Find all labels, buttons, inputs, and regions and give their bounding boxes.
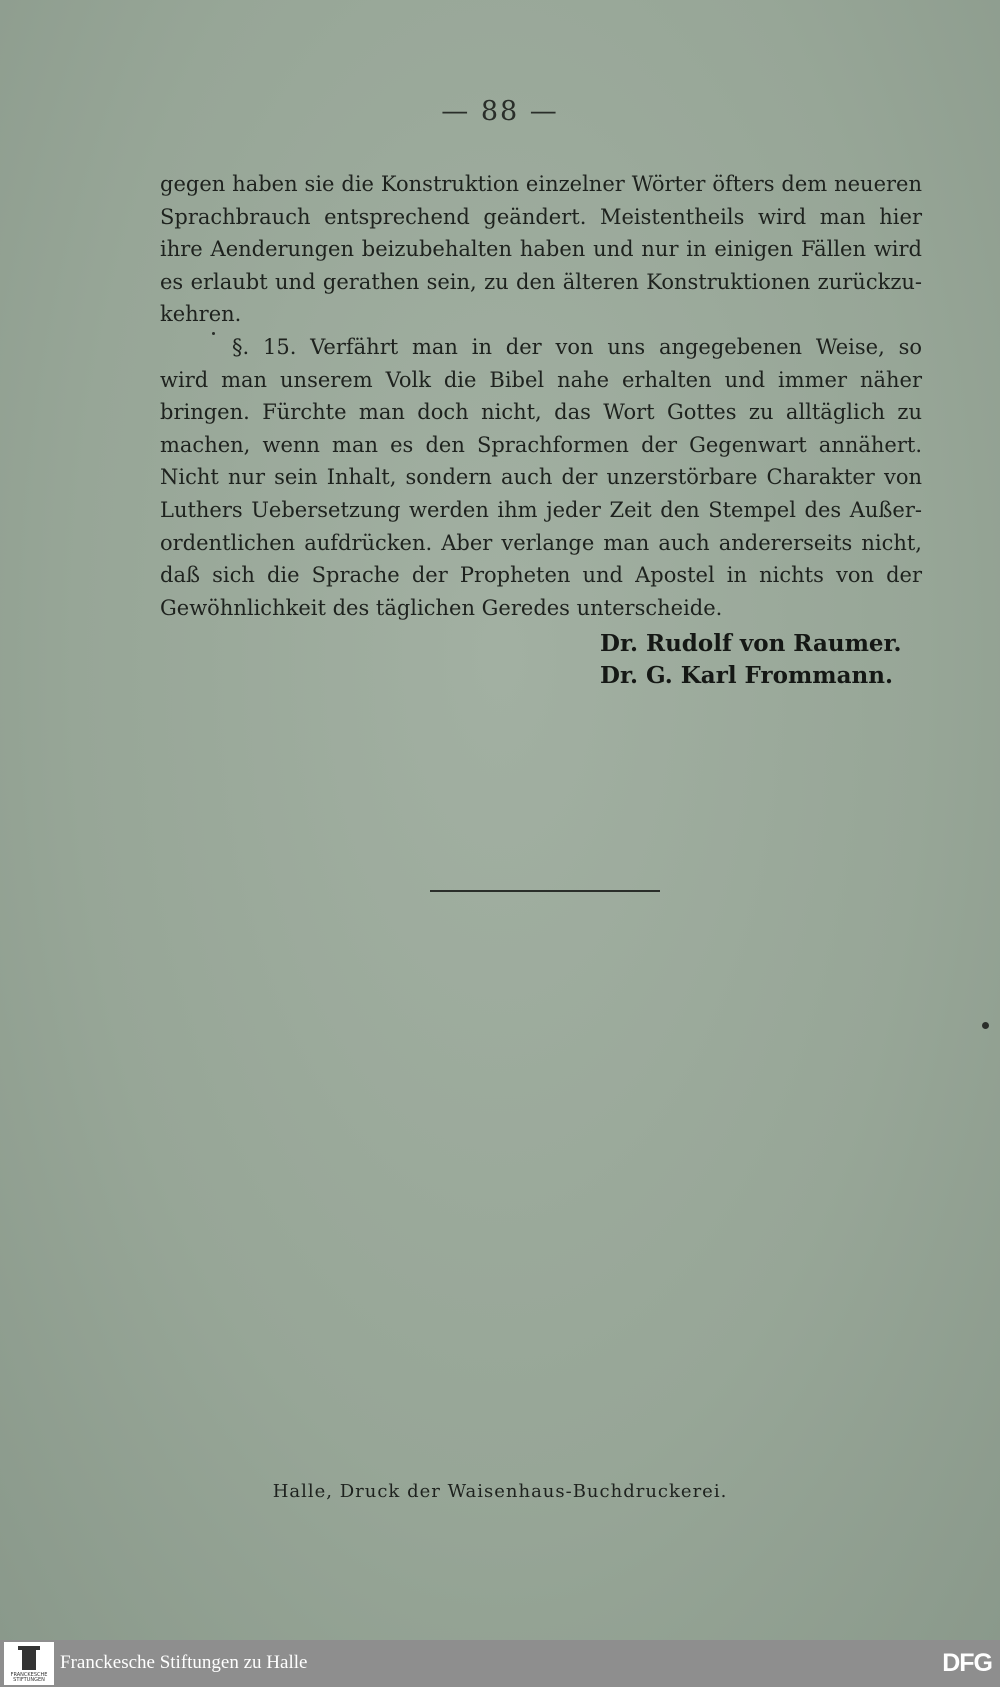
logo-tower-icon: [22, 1648, 36, 1670]
text-line: Nicht nur sein Inhalt, sondern auch der unzerstörbare Charakter von: [160, 465, 922, 490]
text-line: daß sich die Sprache der Propheten und Apostel in nichts von der: [160, 563, 922, 588]
body-text: [160, 168, 922, 624]
text-line: wird man unserem Volk die Bibel nahe erhalten und immer näher: [160, 367, 922, 392]
text-line: machen, wenn man es den Sprachformen der Gegenwart annähert.: [160, 432, 922, 457]
dfg-logo[interactable]: DFG: [942, 1649, 992, 1677]
text-line: bringen. Fürchte man doch nicht, das Wort Gottes zu alltäglich zu: [160, 400, 922, 425]
page-number: — 88 —: [441, 96, 559, 127]
signature-block: [600, 628, 922, 692]
signature-raumer: Dr. Rudolf von Raumer.: [600, 630, 902, 657]
section-rule: [430, 890, 660, 892]
text-line: Sprachbrauch entsprechend geändert. Meistentheils wird man hier: [160, 204, 922, 229]
ink-speck: [982, 1022, 989, 1029]
text-line: es erlaubt und gerathen sein, zu den älteren Konstruktionen zurückzu-: [160, 269, 922, 294]
ink-speck: [212, 332, 215, 335]
footer-bar: [0, 1640, 1000, 1687]
text-line: ordentlichen aufdrücken. Aber verlange man auch andererseits nicht,: [160, 530, 922, 555]
text-line: kehren.: [160, 302, 242, 327]
printer-imprint: Halle, Druck der Waisenhaus-Buchdruckerei.: [272, 1481, 728, 1502]
institution-name: Franckesche Stiftungen zu Halle: [60, 1652, 308, 1673]
institution-logo[interactable]: [4, 1642, 54, 1685]
text-line: Gewöhnlichkeit des täglichen Geredes unterscheide.: [160, 595, 723, 620]
signature-frommann: Dr. G. Karl Frommann.: [600, 662, 893, 689]
text-line: Luthers Uebersetzung werden ihm jeder Zeit den Stempel des Außer-: [160, 497, 922, 522]
text-line: ihre Aenderungen beizubehalten haben und nur in einigen Fällen wird: [160, 237, 922, 262]
logo-text: FRANCKESCHE STIFTUNGEN: [10, 1672, 48, 1683]
text-line: gegen haben sie die Konstruktion einzelner Wörter öfters dem neueren: [160, 172, 922, 196]
text-line: §. 15. Verfährt man in der von uns angegebenen Weise, so: [232, 334, 922, 359]
